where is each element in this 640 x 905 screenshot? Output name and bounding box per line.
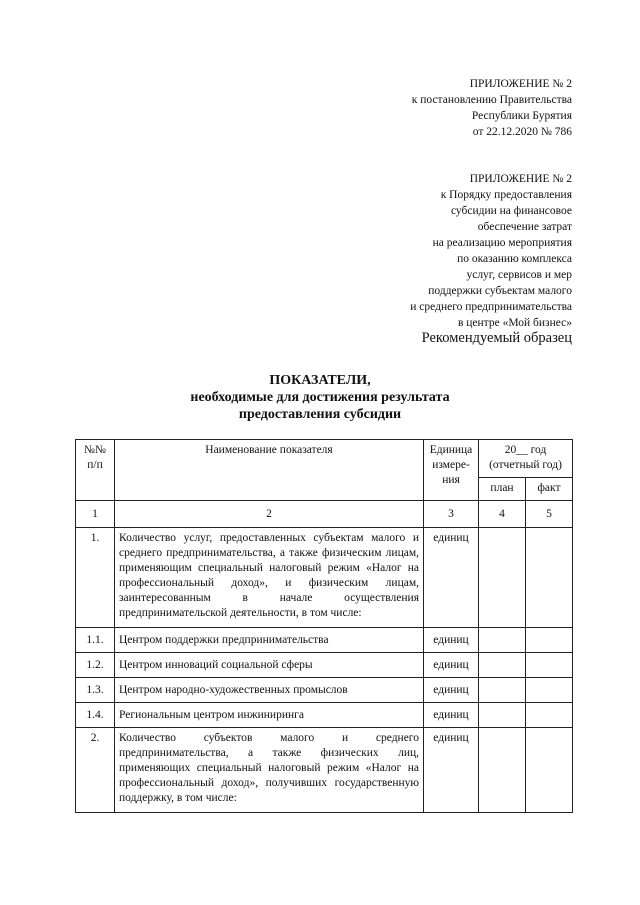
row-num: 2. <box>76 728 115 813</box>
column-numbers-row <box>76 501 573 528</box>
table-row <box>76 528 573 628</box>
row-plan-cell <box>479 678 526 703</box>
appendix-line: по оказанию комплекса <box>457 253 572 265</box>
column-number: 1 <box>76 501 115 528</box>
appendix-line: обеспечение затрат <box>477 221 572 233</box>
appendix-line: услуг, сервисов и мер <box>466 269 572 281</box>
recommended-sample-label: Рекомендуемый образец <box>421 330 572 346</box>
appendix-line: субсидии на финансовое <box>450 205 572 217</box>
row-num: 1.4. <box>76 703 115 728</box>
header-num: №№ п/п <box>76 440 115 501</box>
row-fact-cell <box>526 628 573 653</box>
column-number: 2 <box>115 501 424 528</box>
row-unit: единиц <box>424 628 479 653</box>
header-fact: факт <box>526 478 573 501</box>
row-fact-cell <box>526 528 573 628</box>
table-row <box>76 728 573 813</box>
indicators-table <box>75 439 573 813</box>
appendix-line: ПРИЛОЖЕНИЕ № 2 <box>469 173 572 185</box>
document-title <box>0 372 640 423</box>
appendix-line: в центре «Мой бизнес» <box>457 317 572 329</box>
row-name: Центром народно-художественных промыслов <box>115 678 424 703</box>
appendix-line: к Порядку предоставления <box>440 189 572 201</box>
appendix-block-resolution <box>412 76 572 140</box>
row-plan-cell <box>479 653 526 678</box>
row-num: 1.1. <box>76 628 115 653</box>
header-year: 20__ год (отчетный год) <box>479 440 573 478</box>
header-unit: Единица измере-ния <box>424 440 479 501</box>
row-num: 1.2. <box>76 653 115 678</box>
appendix-block-procedure <box>410 171 572 331</box>
row-name: Центром поддержки предпринимательства <box>115 628 424 653</box>
title-line: необходимые для достижения результата <box>190 390 450 405</box>
title-line: предоставления субсидии <box>238 407 402 422</box>
row-unit: единиц <box>424 703 479 728</box>
row-fact-cell <box>526 678 573 703</box>
row-plan-cell <box>479 528 526 628</box>
appendix-line: Республики Бурятия <box>471 110 572 122</box>
appendix-line: на реализацию мероприятия <box>432 237 572 249</box>
header-name: Наименование показателя <box>115 440 424 501</box>
row-fact-cell <box>526 653 573 678</box>
row-unit: единиц <box>424 678 479 703</box>
appendix-line: ПРИЛОЖЕНИЕ № 2 <box>469 78 572 90</box>
title-line: ПОКАЗАТЕЛИ, <box>269 373 371 388</box>
table-row <box>76 703 573 728</box>
row-name: Центром инноваций социальной сферы <box>115 653 424 678</box>
row-fact-cell <box>526 728 573 813</box>
column-number: 3 <box>424 501 479 528</box>
appendix-line: от 22.12.2020 № 786 <box>472 126 572 138</box>
row-name: Количество услуг, предоставленных субъектам малого и среднего предпринимательства, а также физическим лицам, применяющим специальный налоговый режим «Налог на профессиональный доход», и физическим лицам, заинтересованным в начале осуществления предпринимательской деятельности, в том числе: <box>115 528 424 628</box>
table-row <box>76 678 573 703</box>
row-num: 1. <box>76 528 115 628</box>
row-unit: единиц <box>424 728 479 813</box>
column-number: 4 <box>479 501 526 528</box>
table-row <box>76 653 573 678</box>
row-name: Количество субъектов малого и среднего предпринимательства, а также физических лиц, применяющих специальный налоговый режим «Налог на профессиональный доход», получивших государственную поддержку, в том числе: <box>115 728 424 813</box>
appendix-line: к постановлению Правительства <box>411 94 572 106</box>
table-row <box>76 628 573 653</box>
table-header-row <box>76 440 573 478</box>
header-plan: план <box>479 478 526 501</box>
row-fact-cell <box>526 703 573 728</box>
appendix-line: поддержки субъектам малого <box>428 285 572 297</box>
row-plan-cell <box>479 628 526 653</box>
row-unit: единиц <box>424 653 479 678</box>
row-plan-cell <box>479 728 526 813</box>
row-plan-cell <box>479 703 526 728</box>
row-name: Региональным центром инжиниринга <box>115 703 424 728</box>
row-num: 1.3. <box>76 678 115 703</box>
row-unit: единиц <box>424 528 479 628</box>
appendix-line: и среднего предпринимательства <box>410 301 572 313</box>
column-number: 5 <box>526 501 573 528</box>
